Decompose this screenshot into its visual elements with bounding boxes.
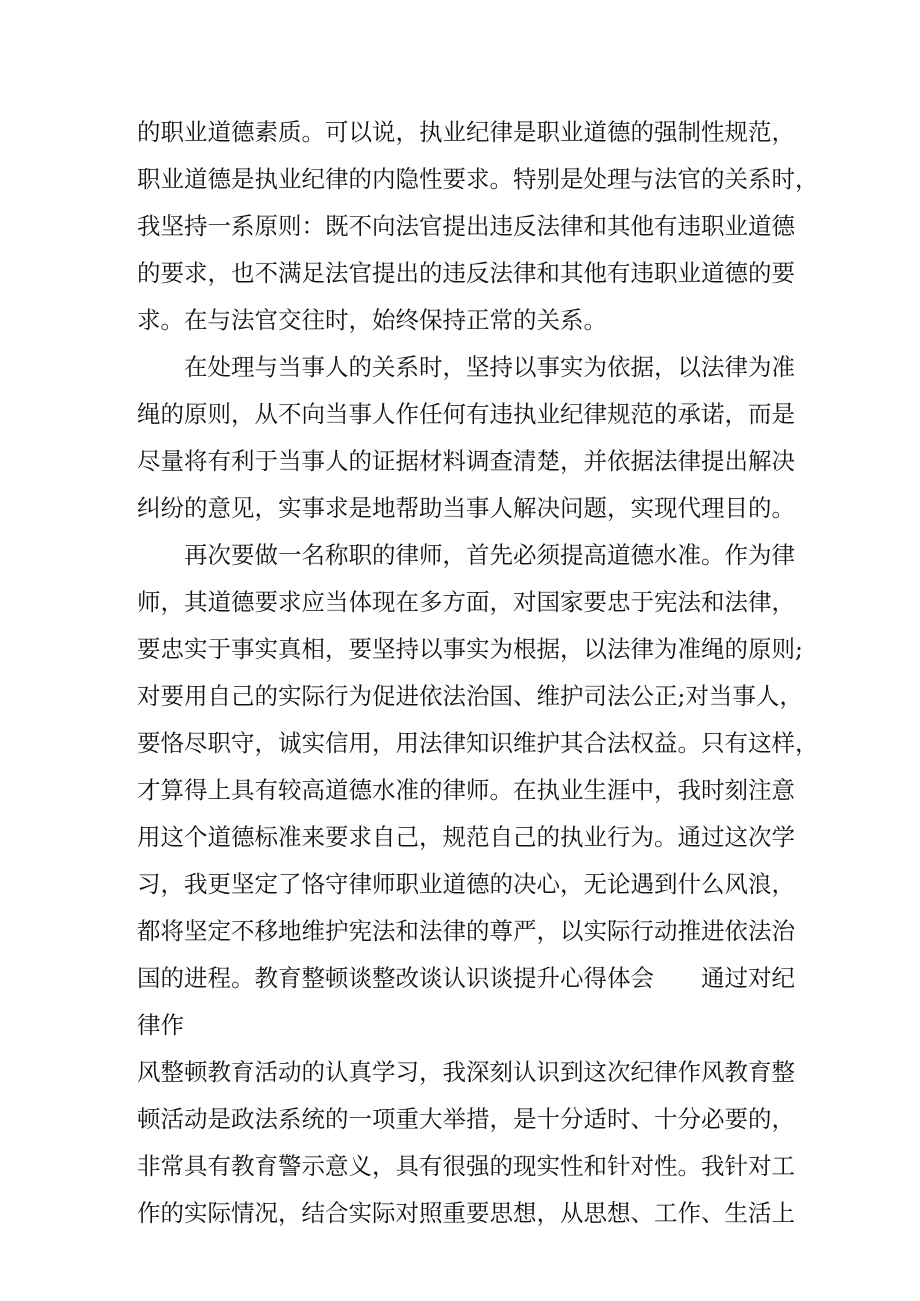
text-line: 作的实际情况，结合实际对照重要思想，从思想、工作、生活上 bbox=[137, 1199, 795, 1227]
text-line: 绳的原则，从不向当事人作任何有违执业纪律规范的承诺，而是 bbox=[137, 400, 795, 428]
text-line: 非常具有教育警示意义，具有很强的现实性和针对性。我针对工 bbox=[137, 1152, 795, 1180]
text-line: 在处理与当事人的关系时，坚持以事实为依据，以法律为准 bbox=[137, 353, 795, 381]
text-line: 风整顿教育活动的认真学习，我深刻认识到这次纪律作风教育整 bbox=[137, 1058, 795, 1086]
text-line: 纠纷的意见，实事求是地帮助当事人解决问题，实现代理目的。 bbox=[137, 494, 795, 522]
text-line: 都将坚定不移地维护宪法和法律的尊严，以实际行动推进依法治 bbox=[137, 917, 795, 945]
text-line: 习，我更坚定了恪守律师职业道德的决心，无论遇到什么风浪， bbox=[137, 870, 795, 898]
text-line: 职业道德是执业纪律的内隐性要求。特别是处理与法官的关系时， bbox=[137, 165, 819, 193]
text-line: 尽量将有利于当事人的证据材料调查清楚，并依据法律提出解决 bbox=[137, 447, 795, 475]
text-line: 才算得上具有较高道德水准的律师。在执业生涯中，我时刻注意 bbox=[137, 776, 795, 804]
text-line: 师，其道德要求应当体现在多方面，对国家要忠于宪法和法律， bbox=[137, 588, 795, 616]
text-line: 再次要做一名称职的律师，首先必须提高道德水准。作为律 bbox=[137, 541, 795, 569]
text-line: 顿活动是政法系统的一项重大举措，是十分适时、十分必要的， bbox=[137, 1105, 795, 1133]
text-line: 的要求，也不满足法官提出的违反法律和其他有违职业道德的要 bbox=[137, 259, 795, 287]
text-line: 用这个道德标准来要求自己，规范自己的执业行为。通过这次学 bbox=[137, 823, 795, 851]
text-line: 的职业道德素质。可以说，执业纪律是职业道德的强制性规范， bbox=[137, 118, 795, 146]
text-line: 对要用自己的实际行为促进依法治国、维护司法公正;对当事人， bbox=[137, 682, 803, 710]
text-line: 要恪尽职守，诚实信用，用法律知识维护其合法权益。只有这样， bbox=[137, 729, 819, 757]
text-line: 国的进程。教育整顿谈整改谈认识谈提升心得体会 通过对纪 bbox=[137, 964, 795, 992]
text-line: 我坚持一系原则：既不向法官提出违反法律和其他有违职业道德 bbox=[137, 212, 795, 240]
body-text bbox=[137, 109, 817, 1237]
text-line: 要忠实于事实真相，要坚持以事实为根据，以法律为准绳的原则; bbox=[137, 635, 803, 663]
text-line: 律作 bbox=[137, 1011, 184, 1039]
text-line: 求。在与法官交往时，始终保持正常的关系。 bbox=[137, 306, 607, 334]
